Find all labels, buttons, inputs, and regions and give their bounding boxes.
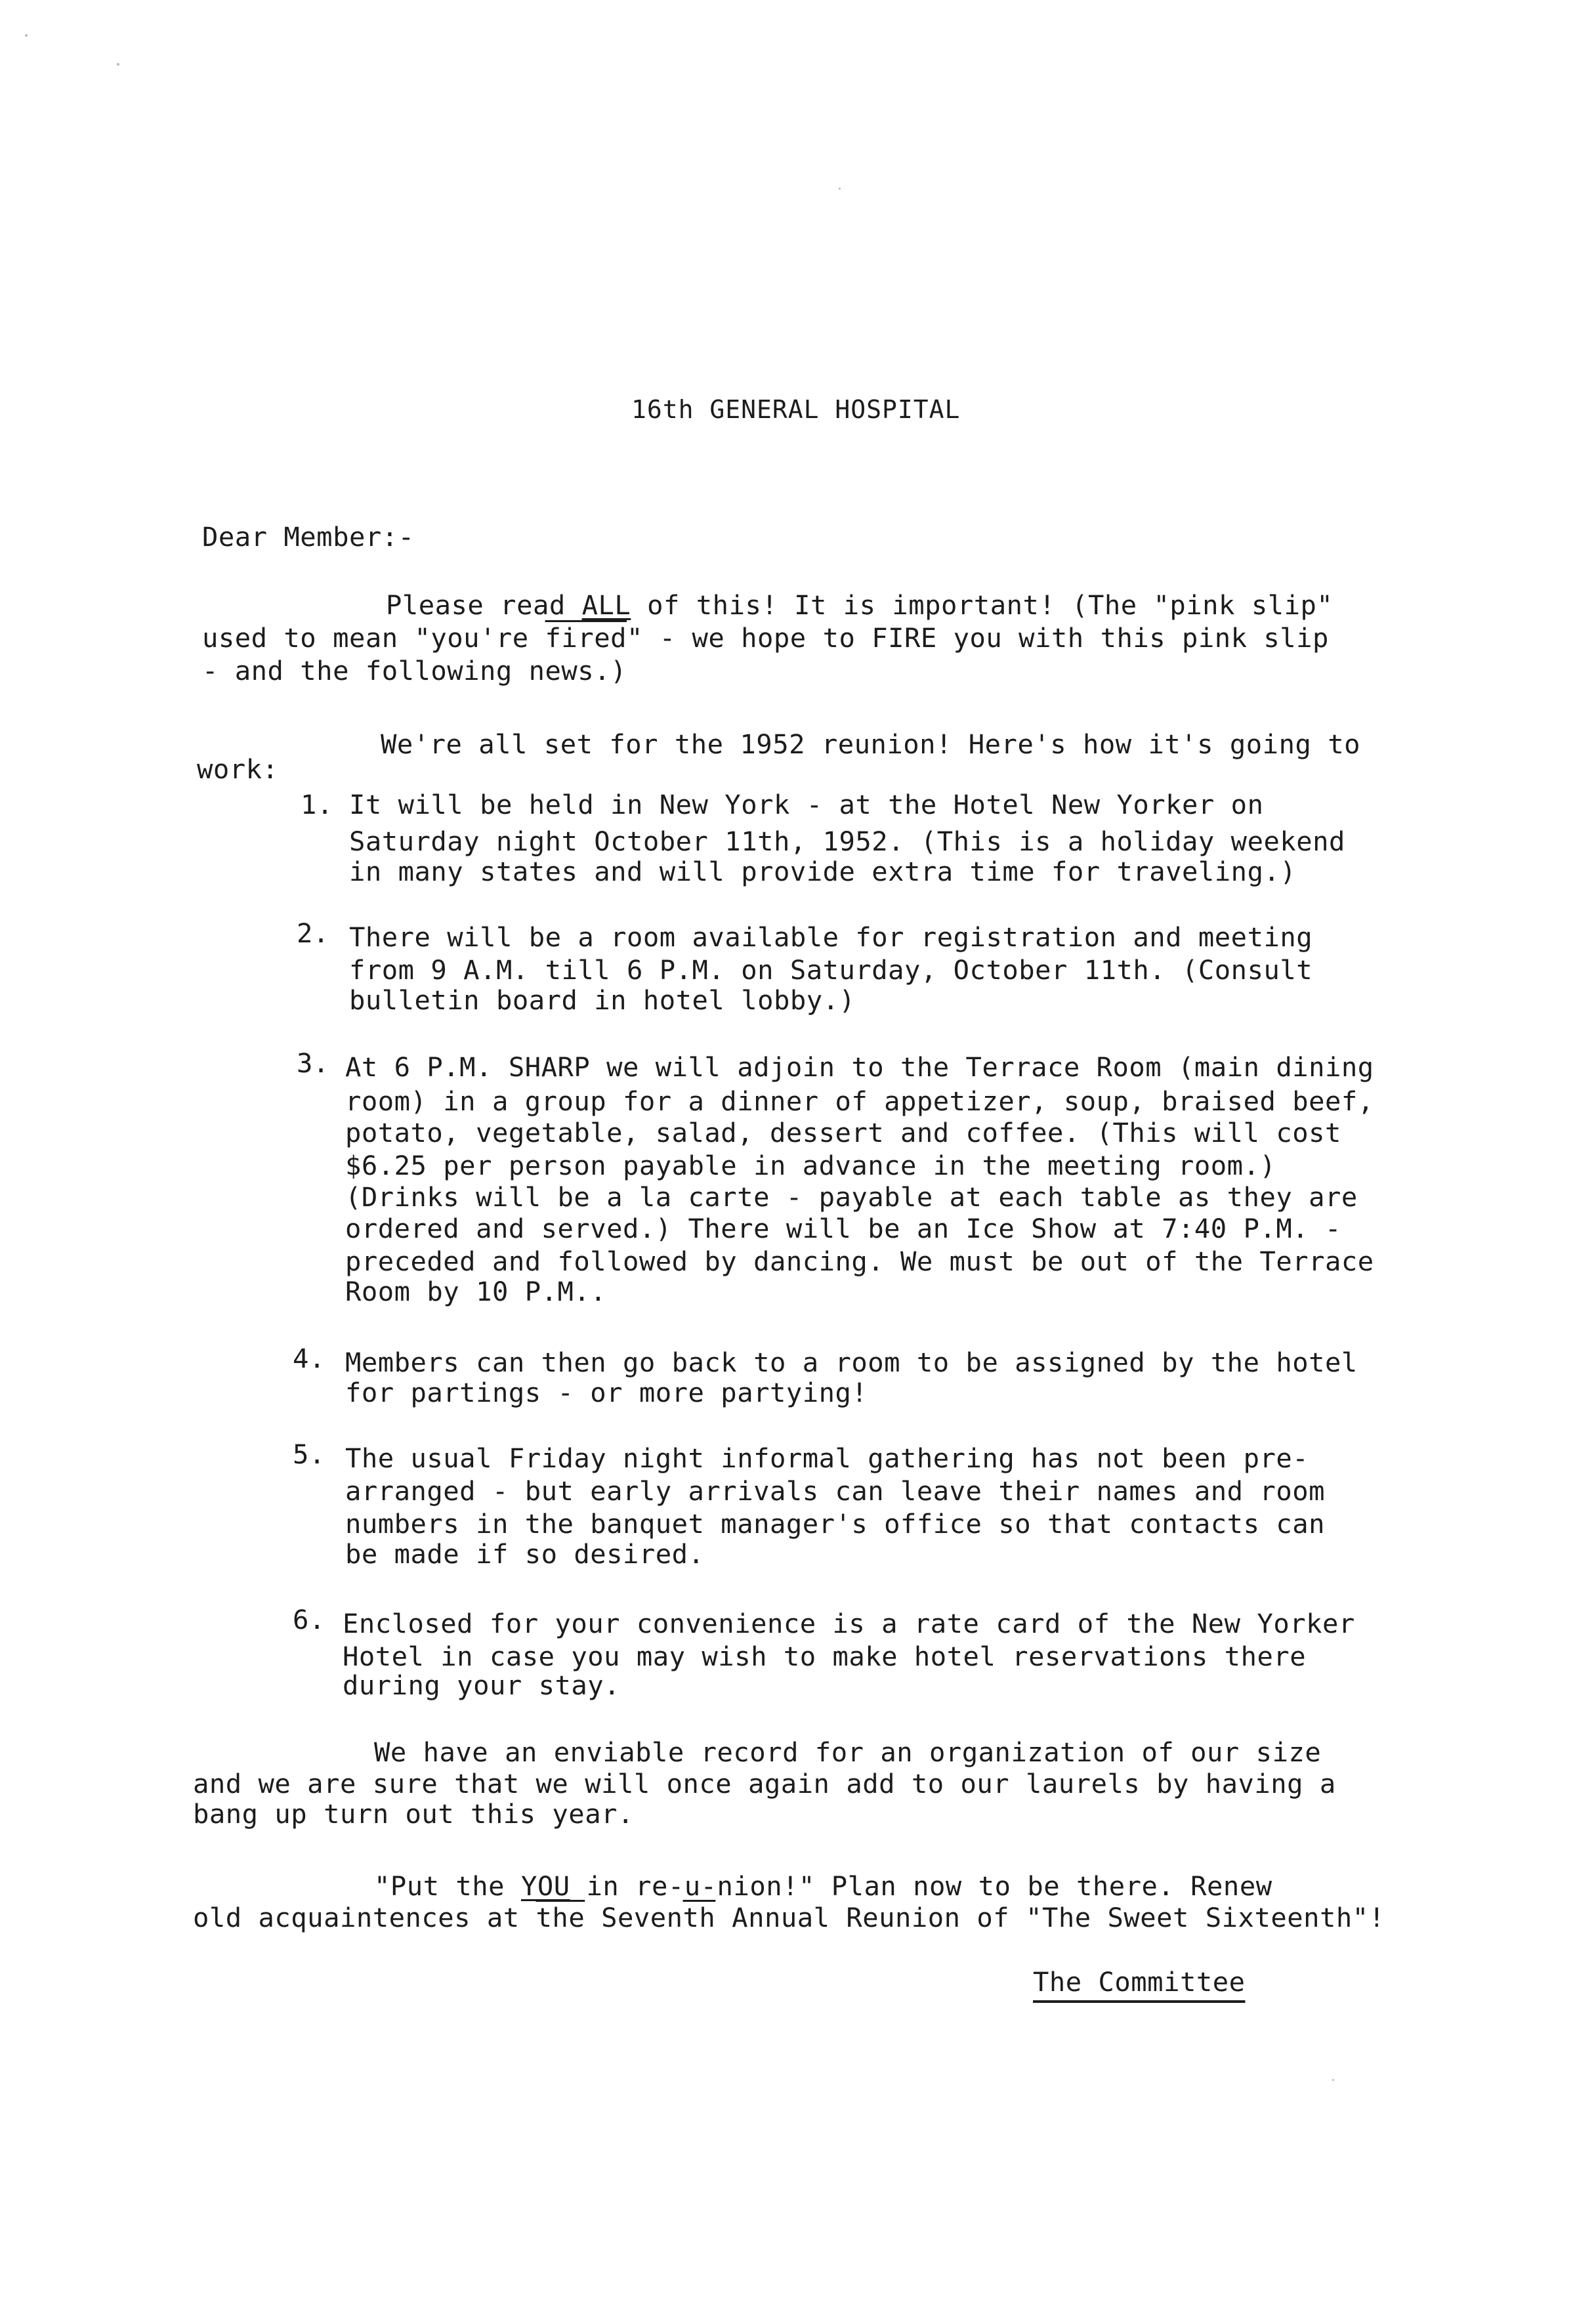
item-1-line-2: Saturday night October 11th, 1952. (This is a holiday weekend [349, 826, 1345, 857]
item-6-line-3: during your stay. [343, 1670, 621, 1701]
item-3-line-1: At 6 P.M. SHARP we will adjoin to the Terrace Room (main dining [345, 1051, 1374, 1083]
item-5-line-4: be made if so desired. [345, 1538, 705, 1570]
record-line-2: and we are sure that we will once again add to our laurels by having a [193, 1768, 1336, 1799]
item-4-line-1: Members can then go back to a room to be assigned by the hotel [345, 1347, 1358, 1378]
closing-line-1 [374, 1870, 1272, 1902]
letter-title: 16th GENERAL HOSPITAL [631, 395, 961, 424]
item-2-line-2: from 9 A.M. till 6 P.M. on Saturday, October 11th. (Consult [349, 954, 1313, 986]
record-line-1: We have an enviable record for an organization of our size [374, 1736, 1322, 1768]
emphasis-the: $\overline{the}$ [536, 1902, 585, 1933]
intro-text: Please read [386, 589, 582, 621]
signature: The Committee [1033, 1966, 1246, 1998]
intro-line-3: - and the following news.) [202, 655, 627, 686]
emphasis-fired: fired [545, 622, 627, 654]
item-6-line-1: Enclosed for your convenience is a rate card of the New Yorker [343, 1608, 1355, 1639]
item-5-line-3: numbers in the banquet manager's office so that contacts can [345, 1508, 1325, 1540]
item-2-line-1: There will be a room available for registration and meeting [349, 921, 1313, 953]
item-4-line-2: for partings - or more partying! [345, 1377, 868, 1408]
record-line-3: bang up turn out this year. [193, 1798, 634, 1830]
closing-text: Seven [585, 1902, 683, 1933]
closing-line-2 [193, 1902, 1385, 1933]
closing-text: in re-u-nion!" Plan now to be there. Renew [570, 1870, 1272, 1902]
item-3-line-7: preceded and followed by dancing. We must be out of the Terrace [345, 1246, 1374, 1277]
intro-text: of this! It is important! (The "pink slip" [631, 589, 1334, 621]
item-1-line-3: in many states and will provide extra time for traveling.) [349, 856, 1297, 887]
item-number: 6. [293, 1604, 326, 1635]
scan-speck [25, 34, 28, 37]
item-5-line-2: arranged - but early arrivals can leave their names and room [345, 1475, 1325, 1507]
scan-speck [117, 63, 119, 66]
closing-text: Annual Reunion of "The Sweet Sixteenth"! [715, 1902, 1385, 1933]
lead-line-1: We're all set for the 1952 reunion! Here's how it's going to [381, 728, 1360, 760]
emphasis-all: ALL [581, 589, 631, 621]
item-number: 3. [297, 1047, 329, 1079]
item-5-line-1: The usual Friday night informal gathering has not been pre- [345, 1442, 1309, 1474]
closing-text: old acquaintences at [193, 1902, 536, 1933]
item-3-line-8: Room by 10 P.M.. [345, 1276, 607, 1307]
intro-line-1 [386, 589, 1333, 621]
item-2-line-3: bulletin board in hotel lobby.) [349, 984, 856, 1016]
item-number: 2. [297, 917, 329, 949]
lead-line-2: work: [197, 753, 279, 785]
intro-text: used to mean "you're [202, 622, 545, 654]
item-6-line-2: Hotel in case you may wish to make hotel reservations there [343, 1641, 1307, 1672]
item-number: 5. [293, 1438, 326, 1470]
scan-speck [1332, 2079, 1334, 2081]
item-3-line-3: potato, vegetable, salad, dessert and coffee. (This will cost [345, 1117, 1341, 1148]
intro-text: " - we hope to FIRE you with this pink slip [626, 622, 1329, 654]
item-3-line-2: room) in a group for a dinner of appetizer, soup, braised beef, [345, 1085, 1374, 1117]
scan-speck [839, 188, 841, 190]
item-3-line-4: $6.25 per person payable in advance in the meeting room.) [345, 1150, 1276, 1181]
item-3-line-5: (Drinks will be a la carte - payable at each table as they are [345, 1181, 1358, 1213]
item-3-line-6: ordered and served.) There will be an Ice Show at 7:40 P.M. - [345, 1213, 1341, 1244]
intro-line-2 [202, 622, 1329, 654]
closing-text: "Put the [374, 1870, 521, 1902]
emphasis-you: YOU [520, 1870, 570, 1902]
item-1-line-1: It will be held in New York - at the Hotel New Yorker on [349, 789, 1264, 820]
emphasis-th: $\overline{th}$ [682, 1902, 716, 1933]
salutation: Dear Member:- [202, 521, 415, 553]
item-number: 4. [293, 1343, 326, 1374]
item-number: 1. [301, 789, 333, 820]
